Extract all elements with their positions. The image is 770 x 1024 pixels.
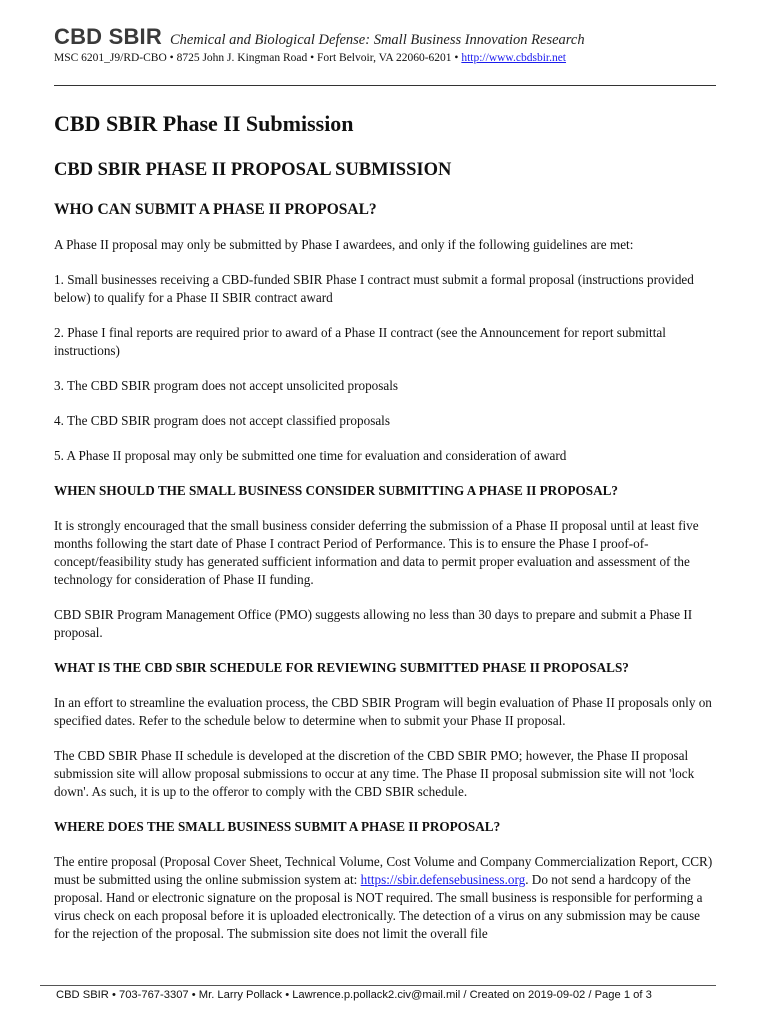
who-item-4: 4. The CBD SBIR program does not accept classified proposals [54,413,390,428]
submission-site-link[interactable]: https://sbir.defensebusiness.org [360,872,526,887]
where-heading: WHERE DOES THE SMALL BUSINESS SUBMIT A PHASE II PROPOSAL? [54,819,501,834]
who-item-3: 3. The CBD SBIR program does not accept unsolicited proposals [54,378,399,393]
brand-name: CBD SBIR [54,24,162,49]
section-title: CBD SBIR PHASE II PROPOSAL SUBMISSION [54,160,452,180]
website-link[interactable]: http://www.cbdsbir.net [461,52,567,64]
page-title: CBD SBIR Phase II Submission [54,111,354,136]
where-text-after-link: . Do not send a hardcopy of the proposal. Hand or electronic signature on the proposal is NOT required. The small business is responsible for performing a virus check on each proposal before it is uploaded electronically. The detection of a virus on any submission may be cause for the rejection of the proposal. The submission site does not limit the overall file [54,872,703,941]
who-item-1: 1. Small businesses receiving a CBD-funded SBIR Phase I contract must submit a formal proposal (instructions provided below) to qualify for a Phase II SBIR contract award [54,272,694,305]
schedule-paragraph-2: The CBD SBIR Phase II schedule is developed at the discretion of the CBD SBIR PMO; however, the Phase II proposal submission site will allow proposal submissions to occur at any time. The Phase II proposal submission site will not 'lock down'. As such, it is up to the offeror to comply with the CBD SBIR schedule. [54,748,695,799]
schedule-paragraph-1: In an effort to streamline the evaluation process, the CBD SBIR Program will begin evaluation of Phase II proposals only on specified dates. Refer to the schedule below to determine when to submit your Phase II proposal. [54,695,712,728]
schedule-heading: WHAT IS THE CBD SBIR SCHEDULE FOR REVIEWING SUBMITTED PHASE II PROPOSALS? [54,660,629,675]
footer-divider [40,985,716,986]
postal-address: MSC 6201_J9/RD-CBO • 8725 John J. Kingman Road • Fort Belvoir, VA 22060-6201 • [54,52,459,64]
page-footer: CBD SBIR • 703-767-3307 • Mr. Larry Pollack • Lawrence.p.pollack2.civ@mail.mil / Created on 2019-09-02 / Page 1 of 3 [56,989,652,1001]
when-paragraph-1: It is strongly encouraged that the small business consider deferring the submission of a Phase II proposal until at least five months following the start date of Phase I contract Period of Performance. This is to ensure the Phase I proof-of-concept/feasibility study has generated sufficient information and data to permit proper evaluation and assessment of the technology for consideration of Phase II funding. [54,518,699,587]
when-paragraph-2: CBD SBIR Program Management Office (PMO) suggests allowing no less than 30 days to prepare and submit a Phase II proposal. [54,607,693,640]
who-intro: A Phase II proposal may only be submitted by Phase I awardees, and only if the following guidelines are met: [54,237,634,252]
document-header [54,24,720,64]
when-heading: WHEN SHOULD THE SMALL BUSINESS CONSIDER SUBMITTING A PHASE II PROPOSAL? [54,483,619,498]
document-body [54,110,716,960]
who-heading: WHO CAN SUBMIT A PHASE II PROPOSAL? [54,201,377,218]
header-divider [54,85,716,86]
where-text-before-link: The entire proposal (Proposal Cover Sheet, Technical Volume, Cost Volume and Company Commercialization Report, CCR) must be submitted using the online submission system at: [54,854,713,887]
who-item-2: 2. Phase I final reports are required prior to award of a Phase II contract (see the Announcement for report submittal instructions) [54,325,666,358]
who-item-5: 5. A Phase II proposal may only be submitted one time for evaluation and consideration of award [54,448,567,463]
where-paragraph-1 [54,853,716,943]
brand-tagline: Chemical and Biological Defense: Small Business Innovation Research [169,32,585,48]
address-line [54,52,720,64]
brand-line [54,24,720,50]
